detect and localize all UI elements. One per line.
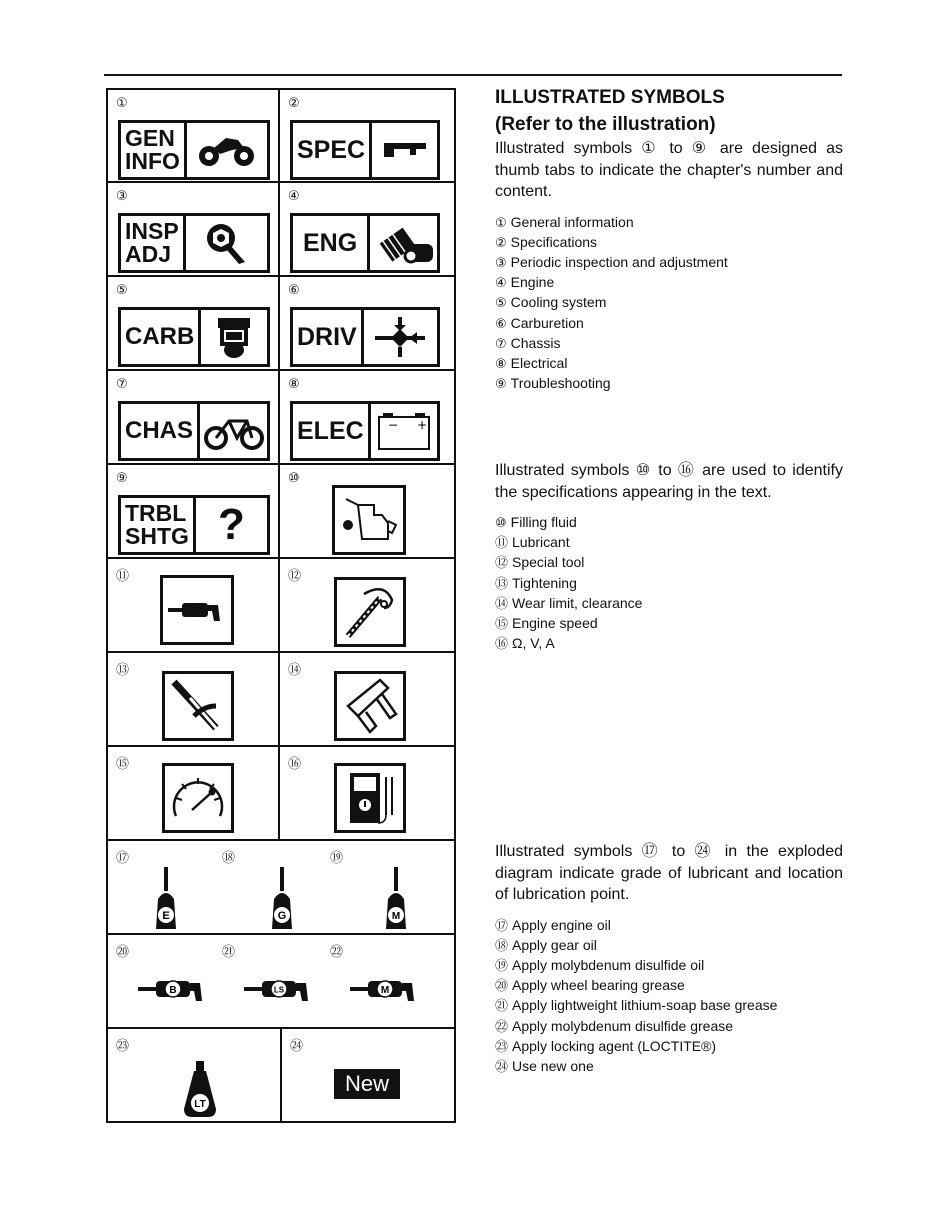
item-number: ㉒ (495, 1019, 509, 1035)
grease-grade-letter: LS (273, 985, 285, 995)
item-text: General information (510, 213, 634, 230)
driv-tab (290, 307, 440, 367)
battery-icon (371, 404, 437, 458)
cell-number: ① (116, 96, 128, 111)
moly-oil-icon (382, 865, 410, 933)
oil-grade-letter: E (162, 910, 170, 922)
cell-number: ⑧ (288, 377, 300, 392)
item-number: ⑪ (495, 536, 509, 552)
tab-label: SHTG (125, 523, 189, 549)
tab-label: ADJ (125, 241, 172, 267)
item-number: ㉓ (495, 1039, 509, 1055)
item-text: Carburetion (510, 314, 584, 331)
spec-symbol-list (495, 513, 843, 654)
list-item (495, 976, 843, 996)
tab-label: ENG (303, 228, 358, 257)
cell-special-tool (278, 557, 456, 653)
item-number: ⑨ (495, 377, 507, 393)
cell-oil-grades (106, 839, 456, 935)
list-item (495, 594, 843, 614)
list-item (495, 533, 843, 553)
carb-tab (118, 307, 270, 367)
list-item (495, 354, 843, 374)
item-text: Wear limit, clearance (512, 594, 643, 611)
cell-number: ⑲ (330, 851, 344, 866)
item-text: Apply locking agent (LOCTITE®) (512, 1037, 717, 1054)
item-text: Ω, V, A (512, 635, 555, 652)
cell-use-new-one (280, 1027, 456, 1123)
cell-number: ⑤ (116, 283, 128, 298)
battery-plus-sign: + (416, 418, 427, 432)
spec-tab (290, 120, 440, 180)
chassis-bike-icon (200, 404, 267, 458)
list-item (495, 553, 843, 573)
locking-agent-icon (180, 1059, 220, 1119)
cell-spec (278, 88, 456, 183)
item-text: Special tool (512, 554, 585, 571)
multimeter-icon (334, 763, 406, 833)
oil-grade-letter: G (277, 910, 287, 922)
cell-number: ㉒ (330, 945, 344, 960)
grease-gun-icon (160, 575, 234, 645)
cell-gen-info (106, 88, 280, 183)
engine-oil-icon (152, 865, 180, 933)
cell-carb (106, 275, 280, 371)
grease-grade-letter: M (380, 985, 390, 996)
carburetor-icon (201, 310, 267, 364)
tab-label: INSP (125, 218, 179, 244)
list-item (495, 996, 843, 1016)
item-text: Tightening (512, 574, 577, 591)
question-mark-icon: ? (218, 500, 245, 549)
cell-elec (278, 369, 456, 465)
list-item (495, 1057, 843, 1077)
cell-ohm-volt-amp (278, 745, 456, 841)
cell-number: ⑦ (116, 377, 128, 392)
cell-locking-agent (106, 1027, 282, 1123)
cell-number: ⑩ (288, 471, 300, 486)
item-number: ⑧ (495, 356, 507, 372)
intro-paragraph-2: Illustrated symbols ⑩ to ⑯ are used to identify the specifications appearing in the text. (495, 462, 843, 501)
chapter-symbol-list (495, 213, 843, 395)
special-tool-icon (334, 577, 406, 647)
cell-number: ⑯ (288, 757, 302, 772)
page-subtitle: (Refer to the illustration) (495, 114, 716, 135)
cell-filling-fluid (278, 463, 456, 559)
insp-adj-tab (118, 213, 270, 273)
cell-tightening (106, 651, 280, 747)
item-text: Lubricant (512, 534, 570, 551)
item-number: ⑬ (495, 576, 509, 592)
item-text: Apply molybdenum disulfide oil (512, 956, 705, 973)
oil-grade-letter: M (391, 911, 401, 922)
item-number: ⑩ (495, 516, 507, 531)
tab-label: CHAS (125, 417, 194, 444)
item-text: Apply engine oil (512, 916, 611, 933)
tab-label: TRBL (125, 500, 187, 526)
item-number: ③ (495, 255, 507, 271)
cell-wear-limit (278, 651, 456, 747)
list-item (495, 574, 843, 594)
item-number: ② (495, 235, 507, 251)
chas-tab (118, 401, 270, 461)
list-item (495, 916, 843, 936)
cell-number: ㉑ (222, 945, 236, 960)
item-text: Apply molybdenum disulfide grease (512, 1017, 734, 1034)
battery-minus-sign: − (387, 418, 398, 432)
lithium-soap-grease-icon (242, 975, 318, 1005)
item-number: ⑲ (495, 958, 509, 974)
section-intro (495, 84, 843, 394)
loctite-letters: LT (194, 1099, 206, 1110)
item-number: ⑱ (495, 938, 509, 954)
new-badge: New (334, 1069, 400, 1099)
cell-eng (278, 181, 456, 277)
eng-tab (290, 213, 440, 273)
list-item (495, 293, 843, 313)
cell-number: ㉓ (116, 1039, 130, 1054)
cell-number: ② (288, 96, 300, 111)
cell-engine-speed (106, 745, 280, 841)
item-text: Filling fluid (510, 514, 577, 530)
list-item (495, 213, 843, 233)
tab-label: SPEC (297, 135, 366, 164)
item-number: ⑮ (495, 617, 509, 633)
tab-label: DRIV (297, 322, 357, 351)
item-number: ④ (495, 276, 507, 292)
item-number: ⑭ (495, 596, 509, 612)
list-item (495, 233, 843, 253)
item-text: Electrical (510, 354, 568, 371)
item-text: Periodic inspection and adjustment (510, 253, 728, 270)
wheel-bearing-grease-icon (136, 975, 212, 1005)
item-text: Apply gear oil (512, 936, 597, 953)
tab-label: ELEC (297, 416, 364, 445)
item-number: ⑫ (495, 556, 509, 572)
list-item (495, 374, 843, 394)
cell-number: ㉔ (290, 1039, 304, 1054)
item-text: Chassis (510, 334, 561, 351)
gear-oil-icon (268, 865, 296, 933)
cell-number: ⑰ (116, 851, 130, 866)
moly-grease-icon (348, 975, 424, 1005)
list-item (495, 273, 843, 293)
cell-insp-adj (106, 181, 280, 277)
tab-label: GEN (125, 125, 175, 151)
item-number: ㉑ (495, 999, 509, 1015)
item-text: Specifications (510, 233, 598, 250)
item-number: ㉔ (495, 1059, 509, 1075)
item-text: Engine (510, 274, 555, 291)
lubricant-symbol-list (495, 916, 843, 1078)
list-item (495, 314, 843, 334)
list-item (495, 1037, 843, 1057)
item-text: Apply wheel bearing grease (512, 977, 685, 994)
cell-number: ⑬ (116, 663, 130, 678)
cell-number: ⑨ (116, 471, 128, 486)
torque-wrench-icon (162, 671, 234, 741)
page-title: ILLUSTRATED SYMBOLS (495, 87, 725, 108)
cell-driv (278, 275, 456, 371)
tab-label: CARB (125, 323, 195, 350)
cell-number: ⑪ (116, 569, 130, 584)
item-text: Apply lightweight lithium-soap base grease (512, 997, 778, 1014)
item-text: Troubleshooting (510, 375, 611, 392)
item-text: Cooling system (510, 294, 607, 311)
cell-chas (106, 369, 280, 465)
cell-number: ⑮ (116, 757, 130, 772)
cell-number: ⑱ (222, 851, 236, 866)
cell-number: ⑭ (288, 663, 302, 678)
list-item (495, 956, 843, 976)
list-item (495, 513, 843, 533)
item-number: ⑦ (495, 336, 507, 352)
cell-number: ⑥ (288, 283, 300, 298)
tab-label: INFO (125, 148, 180, 174)
oil-can-icon (332, 485, 406, 555)
engine-piston-icon (370, 216, 437, 270)
cell-number: ④ (288, 189, 300, 204)
cell-trbl-shtg (106, 463, 280, 559)
list-item (495, 253, 843, 273)
caliper-icon (372, 123, 437, 177)
section-lubricants (495, 841, 843, 1077)
cell-lubricant (106, 557, 280, 653)
wrench-nut-icon (186, 216, 267, 270)
section-specs (495, 460, 843, 654)
list-item (495, 936, 843, 956)
list-item (495, 614, 843, 634)
vernier-caliper-icon (334, 671, 406, 741)
drivetrain-icon (364, 310, 437, 364)
intro-paragraph-3: Illustrated symbols ⑰ to ㉔ in the exploded diagram indicate grade of lubricant and location of lubrication point. (495, 843, 843, 903)
elec-tab (290, 401, 440, 461)
list-item (495, 634, 843, 654)
item-text: Use new one (512, 1057, 594, 1074)
intro-paragraph-1: Illustrated symbols ① to ⑨ are designed as thumb tabs to indicate the chapter's number and content. (495, 140, 843, 200)
item-number: ⑰ (495, 918, 509, 934)
cell-number: ③ (116, 189, 128, 204)
cell-grease-grades (106, 933, 456, 1029)
cell-number: ⑳ (116, 945, 130, 960)
cell-number: ⑫ (288, 569, 302, 584)
motorcycle-icon (187, 123, 267, 177)
list-item (495, 334, 843, 354)
item-number: ⑤ (495, 296, 507, 312)
item-number: ⑯ (495, 637, 509, 653)
list-item (495, 1017, 843, 1037)
gen-info-tab (118, 120, 270, 180)
item-number: ⑥ (495, 316, 507, 332)
item-text: Engine speed (512, 615, 598, 632)
tachometer-icon (162, 763, 234, 833)
item-number: ⑳ (495, 979, 509, 995)
top-rule (104, 74, 842, 76)
trbl-shtg-tab (118, 495, 270, 555)
grease-grade-letter: B (169, 985, 177, 996)
item-number: ① (495, 215, 507, 231)
